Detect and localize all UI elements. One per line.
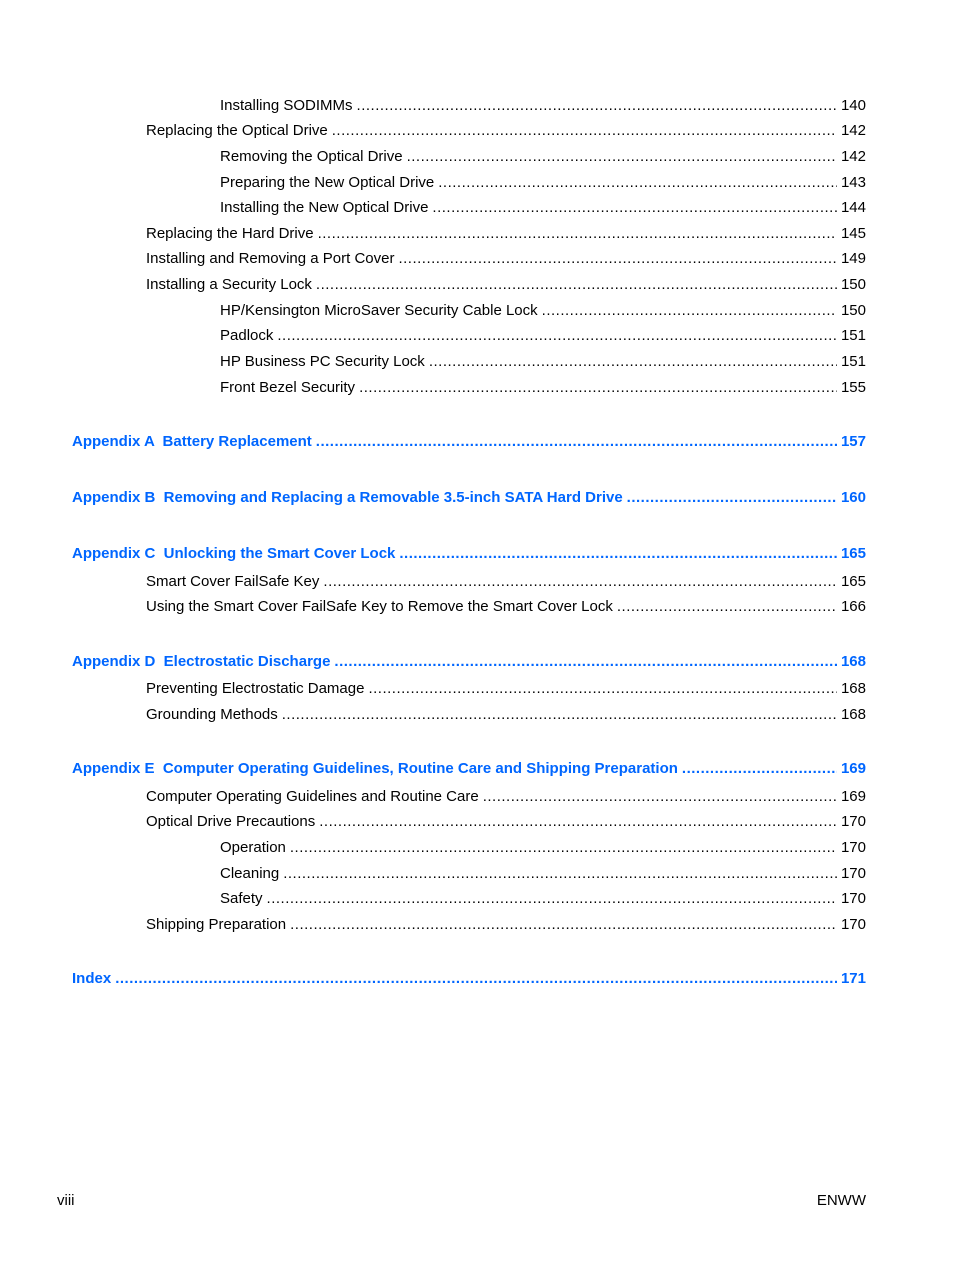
toc-page: 171 (840, 970, 866, 987)
dot-leader (323, 572, 837, 592)
toc-entry-failsafe-key[interactable] (146, 572, 866, 592)
toc-entry-front-bezel-security[interactable] (220, 378, 866, 398)
dot-leader (429, 352, 837, 372)
toc-entry-appendix-b[interactable] (72, 488, 866, 508)
dot-leader (368, 679, 837, 699)
dot-leader (334, 652, 837, 672)
toc-page: 142 (840, 122, 866, 139)
dot-leader (357, 96, 837, 116)
toc-title: Padlock (220, 327, 274, 344)
footer-page-number: viii (57, 1192, 75, 1209)
toc-entry-appendix-c[interactable] (72, 544, 866, 564)
toc-title: Installing the New Optical Drive (220, 199, 429, 216)
toc-entry-port-cover[interactable] (146, 249, 866, 269)
toc-entry-security-lock[interactable] (146, 275, 866, 295)
toc-title: HP Business PC Security Lock (220, 353, 425, 370)
toc-page: 144 (840, 199, 866, 216)
dot-leader (277, 326, 837, 346)
toc-page: 168 (840, 706, 866, 723)
toc-page: 155 (840, 379, 866, 396)
dot-leader (542, 301, 837, 321)
dot-leader (682, 759, 837, 779)
dot-leader (407, 147, 837, 167)
toc-entry-using-failsafe-key[interactable] (146, 597, 866, 617)
toc-title: Replacing the Optical Drive (146, 122, 328, 139)
toc-title: Preparing the New Optical Drive (220, 174, 435, 191)
toc-entry-index[interactable] (72, 969, 866, 989)
toc-entry-kensington-lock[interactable] (220, 301, 866, 321)
toc-entry-business-pc-lock[interactable] (220, 352, 866, 372)
toc-title: Using the Smart Cover FailSafe Key to Remove the Smart Cover Lock (146, 598, 613, 615)
dot-leader (316, 432, 837, 452)
toc-entry-grounding-methods[interactable] (146, 705, 866, 725)
dot-leader (290, 915, 837, 935)
toc-entry-operating-guidelines[interactable] (146, 787, 866, 807)
toc-title: Appendix A Battery Replacement (72, 433, 312, 450)
dot-leader (267, 889, 837, 909)
toc-entry-optical-drive-precautions[interactable] (146, 812, 866, 832)
dot-leader (432, 198, 837, 218)
toc-title: Computer Operating Guidelines and Routine Care (146, 788, 479, 805)
toc-entry-preventing-esd[interactable] (146, 679, 866, 699)
toc-page: 170 (840, 865, 866, 882)
toc-title: Optical Drive Precautions (146, 813, 316, 830)
toc-title: Installing and Removing a Port Cover (146, 250, 395, 267)
toc-entry-replacing-optical-drive[interactable] (146, 121, 866, 141)
toc-entry-cleaning[interactable] (220, 864, 866, 884)
toc-page: 157 (840, 433, 866, 450)
toc-page: 169 (840, 760, 866, 777)
toc-title: Appendix E Computer Operating Guidelines, Routine Care and Shipping Preparation (72, 760, 678, 777)
toc-page: 170 (840, 890, 866, 907)
toc-page: 168 (840, 680, 866, 697)
toc-page: 142 (840, 148, 866, 165)
dot-leader (319, 812, 837, 832)
dot-leader (318, 224, 837, 244)
toc-entry-shipping-preparation[interactable] (146, 915, 866, 935)
toc-page: 165 (840, 545, 866, 562)
toc-page: 140 (840, 97, 866, 114)
toc-page: 160 (840, 489, 866, 506)
toc-title: Installing SODIMMs (220, 97, 353, 114)
dot-leader (332, 121, 837, 141)
toc-page: 150 (840, 302, 866, 319)
toc-title: Installing a Security Lock (146, 276, 312, 293)
toc-page: 151 (840, 353, 866, 370)
toc-title: Preventing Electrostatic Damage (146, 680, 365, 697)
toc-entry-installing-sodimms[interactable] (220, 96, 866, 116)
toc-title: Appendix D Electrostatic Discharge (72, 653, 331, 670)
dot-leader (282, 705, 837, 725)
dot-leader (283, 864, 837, 884)
dot-leader (627, 488, 837, 508)
toc-page: 166 (840, 598, 866, 615)
toc-title: HP/Kensington MicroSaver Security Cable Lock (220, 302, 538, 319)
dot-leader (438, 173, 837, 193)
toc-title: Appendix B Removing and Replacing a Removable 3.5-inch SATA Hard Drive (72, 489, 623, 506)
toc-entry-installing-optical-drive[interactable] (220, 198, 866, 218)
toc-title: Index (72, 970, 112, 987)
toc-title: Front Bezel Security (220, 379, 356, 396)
toc-page: 168 (840, 653, 866, 670)
toc-title: Shipping Preparation (146, 916, 287, 933)
dot-leader (483, 787, 837, 807)
toc-page: 143 (840, 174, 866, 191)
toc-entry-padlock[interactable] (220, 326, 866, 346)
footer-label: ENWW (816, 1192, 866, 1209)
toc-page: 170 (840, 839, 866, 856)
toc-page: 151 (840, 327, 866, 344)
toc-page: 150 (840, 276, 866, 293)
toc-title: Replacing the Hard Drive (146, 225, 314, 242)
toc-entry-appendix-d[interactable] (72, 652, 866, 672)
toc-entry-safety[interactable] (220, 889, 866, 909)
dot-leader (316, 275, 837, 295)
toc-page: 145 (840, 225, 866, 242)
toc-title: Smart Cover FailSafe Key (146, 573, 320, 590)
dot-leader (398, 249, 837, 269)
toc-title: Appendix C Unlocking the Smart Cover Lock (72, 545, 396, 562)
toc-title: Grounding Methods (146, 706, 278, 723)
dot-leader (617, 597, 837, 617)
toc-page: 165 (840, 573, 866, 590)
toc-title: Cleaning (220, 865, 280, 882)
toc-entry-appendix-a[interactable] (72, 432, 866, 452)
toc-entry-preparing-optical-drive[interactable] (220, 173, 866, 193)
toc-title: Removing the Optical Drive (220, 148, 403, 165)
toc-title: Safety (220, 890, 263, 907)
dot-leader (115, 969, 837, 989)
toc-entry-operation[interactable] (220, 838, 866, 858)
toc-page: 170 (840, 916, 866, 933)
dot-leader (359, 378, 837, 398)
toc-page: 149 (840, 250, 866, 267)
dot-leader (399, 544, 837, 564)
toc-entry-removing-optical-drive[interactable] (220, 147, 866, 167)
toc-entry-appendix-e[interactable] (72, 759, 866, 779)
toc-title: Operation (220, 839, 286, 856)
toc-entry-replacing-hard-drive[interactable] (146, 224, 866, 244)
toc-page: 170 (840, 813, 866, 830)
dot-leader (290, 838, 837, 858)
toc-page: 169 (840, 788, 866, 805)
